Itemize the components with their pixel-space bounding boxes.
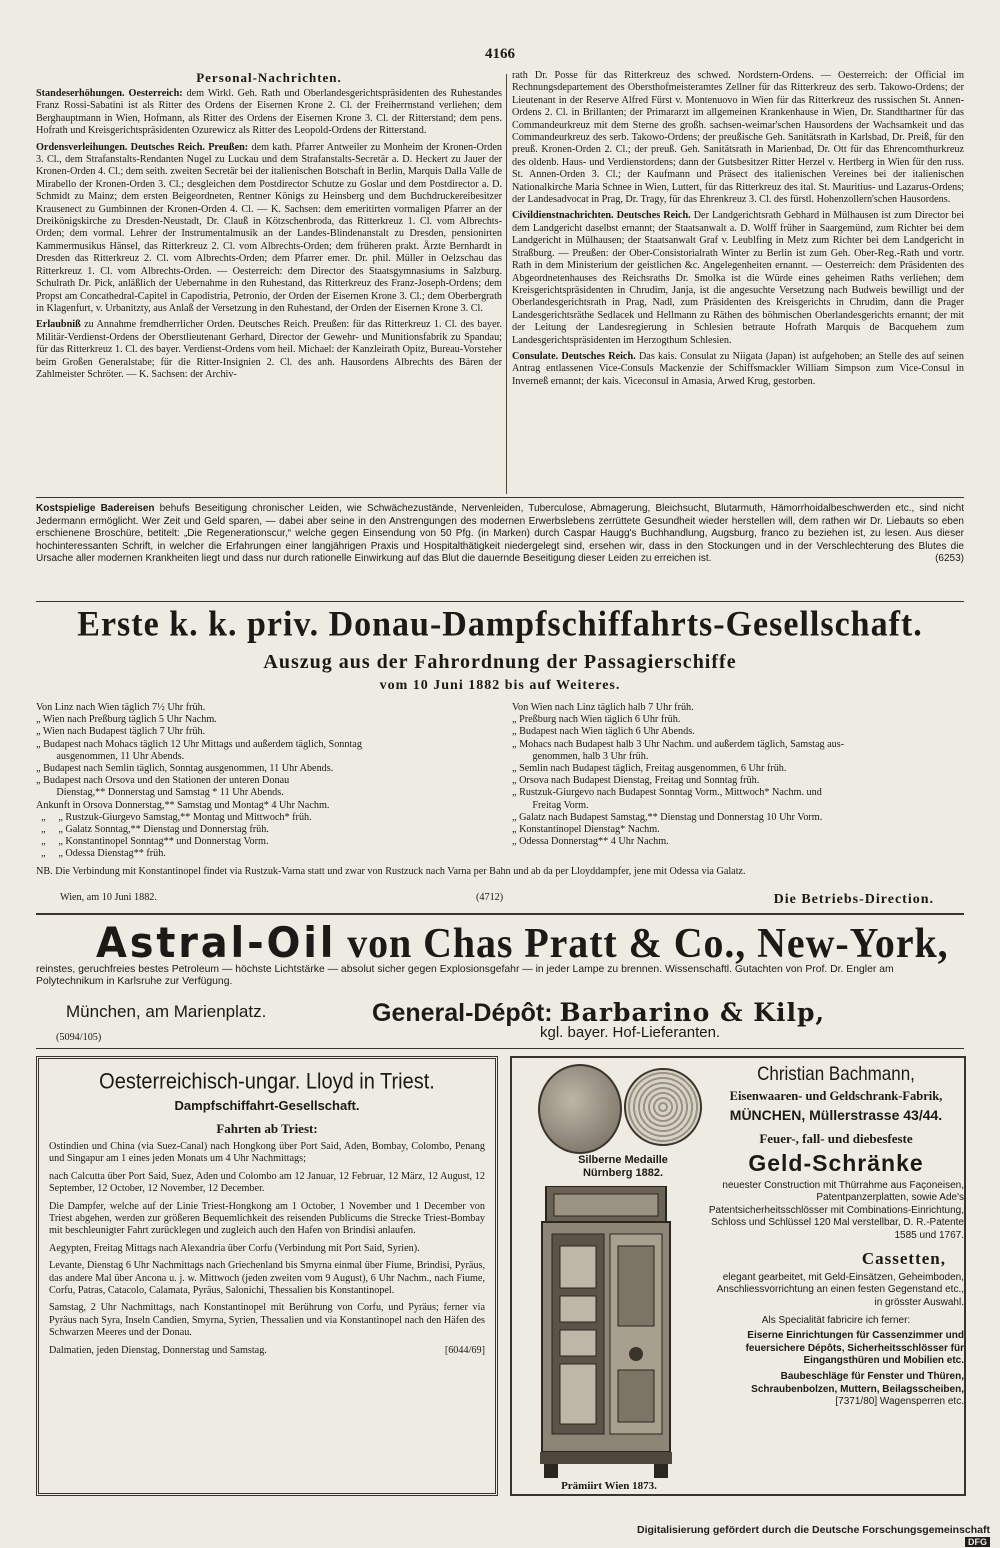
personal-news-left-column — [36, 70, 502, 385]
divider-rule-4 — [36, 1048, 964, 1049]
schedule-line: „ Wien nach Preßburg täglich 5 Uhr Nachm. — [36, 714, 217, 726]
award-caption: Prämiirt Wien 1873. — [561, 1480, 657, 1492]
personal-paragraph-2 — [36, 142, 502, 316]
lloyd-paragraph: Ostindien und China (via Suez-Canal) nach Hongkong über Port Said, Aden, Bombay, Colombo, Penang und Singapur am 1 eines jeden Monats um 4 Uhr Nachmittags; — [49, 1141, 485, 1165]
personal-paragraph-1-text: dem Wirkl. Geh. Rath und Oberlandesgerichtspräsidenten des Ruhestandes Franz Rossi-Sabatini ist als Ritter des Ordens der Eisernen Krone 2. Cl. der Freiherrnstand verliehen; dem Berghauptmann in Wien, Hofmann, als Ritter des Ordens der Eisernen Krone 3. Cl. der Ritterstand; dem pens. Hofrath und Kreisgerichtspräsidenten Ozurewicz als Ritter des Leopold-Ordens der Ritterstand. — [36, 88, 502, 137]
donau-code: (4712) — [476, 892, 504, 903]
bachmann-product: Geld-Schränke — [748, 1150, 924, 1176]
schedule-line: „ Orsova nach Budapest Dienstag, Freitag und Sonntag früh. — [512, 775, 760, 787]
schedule-line: „ Rustzuk-Giurgevo nach Budapest Sonntag Vorm., Mittwoch* Nachm. und — [512, 787, 822, 799]
bachmann-advert — [510, 1056, 966, 1496]
personal-paragraph-3 — [36, 319, 502, 381]
lloyd-dalmatia: Dalmatien, jeden Dienstag, Donnerstag und Samstag. — [49, 1344, 267, 1356]
astral-brand: Astral-Oil — [96, 918, 337, 967]
lloyd-paragraph: nach Calcutta über Port Said, Suez, Aden und Colombo am 12 Januar, 12 Februar, 12 März, 12 August, 12 September, 12 October, 12 November, 12 December. — [49, 1170, 485, 1195]
schedule-line: „ Budapest nach Wien täglich 6 Uhr Abends. — [512, 726, 695, 738]
lloyd-code: [6044/69] — [444, 1344, 485, 1356]
lloyd-paragraph: Aegypten, Freitag Mittags nach Alexandria über Corfu (Verbindung mit Port Said, Syrien). — [49, 1242, 420, 1254]
bath-advert-code: (6253) — [935, 553, 964, 565]
dfg-logo: DFG — [965, 1537, 990, 1547]
page-number: 4166 — [485, 46, 515, 62]
bachmann-speciality-2: Baubeschläge für Fenster und Thüren, Schraubenbolzen, Muttern, Beilagsscheiben, — [751, 1371, 964, 1395]
lloyd-paragraph: Die Dampfer, welche auf der Linie Triest-Hongkong am 1 October, 1 November und 1 December von Triest abgehen, werden zur größeren Bequemlichkeit des reisenden Publicums die Strecke Triest-Bombay mit beschleunigter Fahrt zurücklegen und zugleich auch den Hafen von Brindisi anlaufen. — [49, 1200, 485, 1237]
schedule-line: „ Konstantinopel Dienstag* Nachm. — [512, 824, 660, 836]
lloyd-paragraph — [49, 1345, 485, 1357]
lloyd-section-heading: Fahrten ab Triest: — [216, 1121, 318, 1136]
schedule-line: „ Galatz nach Budapest Samstag,** Dienstag und Donnerstag 10 Uhr Vorm. — [512, 811, 823, 823]
bachmann-feature: Feuer-, fall- und diebesfeste — [759, 1131, 913, 1146]
schedule-line: Dienstag,** Donnerstag und Samstag * 11 Uhr Abends. — [36, 787, 284, 799]
personal-paragraph-1-head: Standeserhöhungen. Oesterreich: — [36, 88, 183, 99]
donau-note: NB. Die Verbindung mit Konstantinopel findet via Rustzuk-Varna statt und zwar von Rustzuck nach Varna per Bahn und ab da per Lloyddampfer, jene mit Odessa via Galatz. — [36, 866, 746, 877]
schedule-line: „ „ Galatz Sonntag,** Dienstag und Donnerstag früh. — [36, 824, 269, 836]
personal-paragraph-1 — [36, 88, 502, 138]
divider-rule-3 — [36, 913, 964, 915]
bachmann-speciality-1: Eiserne Einrichtungen für Cassenzimmer und feuersichere Dépôts, Sicherheitsschlösser für Eingangsthüren und Mobilien etc. — [745, 1330, 964, 1367]
personal-news-heading: Personal-Nachrichten. — [196, 70, 342, 85]
bachmann-text-block — [708, 1064, 964, 1409]
astral-description: reinstes, geruchfreies bestes Petroleum — höchste Lichtstärke — absolut sicher gegen Explosionsgefahr — in jeder Lampe zu brennen. Wissenschaftl. Gutachten von Prof. Dr. Engler am Polytechnikum in Karlsruhe zur Verfügung. — [36, 964, 894, 988]
astral-depot-row — [36, 998, 964, 1050]
astral-maker: von Chas Pratt & Co., New-York, — [347, 921, 949, 967]
schedule-line: „ „ Konstantinopel Sonntag** und Donnerstag Vorm. — [36, 836, 269, 848]
personal-right-paragraph-3 — [512, 351, 964, 388]
schedule-line: „ Wien nach Budapest täglich 7 Uhr früh. — [36, 726, 206, 738]
schedule-line: Von Linz nach Wien täglich 7½ Uhr früh. — [36, 702, 206, 713]
bath-travel-advert — [36, 503, 964, 566]
bachmann-product-description: neuester Construction mit Thürrahme aus Façoneisen, Patentpanzerplatten, sowie Ade's Patentsicherheitsschlösser mit Combinations-Einrichtung, Schloss und Schlüssel 120 Mal verstellbar, D. R.-Patente 1585 und 1767. — [708, 1180, 964, 1241]
donau-title: Erste k. k. priv. Donau-Dampfschiffahrts-Gesellschaft. — [77, 605, 923, 644]
personal-right-paragraph-2 — [512, 210, 964, 346]
donau-date-line: Wien, am 10 Juni 1882. — [60, 892, 157, 903]
personal-right-paragraph-1: rath Dr. Posse für das Ritterkreuz des schwed. Nordstern-Ordens. — Oesterreich: der Official im Rechnungsdepartement des Obersthofmeisteramtes Zellner für das Ritterkreuz des serb. Takowo-Ordens; der Lieutenant in der Reserve Alfred Fürst v. Montenuovo in Wien für das Ritterkreuz des russischen St. Annen-Ordens 2. Cl. in Brillanten; der Primararzt im allgemeinen Krankenhause in Wien, Dr. Standthartner für das Commandeurkreuz mit dem Sterne des großh. sachsen-weimar'schen Hausordens der Wachsamkeit und das Commandeurkreuz des serb. Takowo-Ordens; der preußische Geh. Sanitätsrath in Karlsbad, Dr. Preiß, für den preuß. Kronen-Orden 2. Cl.; der preuß. Geh. Sanitätsrath in Marienbad, Dr. Ott für das Ehrencomthurkreuz des oldenb. Haus- und Verdienstordens; dann der Gutsbesitzer Ritter Herzel v. Hertberg in Wien für den russ. St. Annen-Orden 3. Cl.; der Kaufmann und Präsect des italienischen Vereines bei der italienischen Nationalkirche Maria Schnee in Wien, Luttert, für das Ritterkreuz des ital. St. Mauritius- und Lazarus-Ordens; der Landesadvocat in Prag, Dr. Tragy, für das Ehrenkreuz 3. Cl. des fürstl. Hohenzollern'schen Hausordens. — [512, 70, 964, 206]
safe-illustration-icon — [540, 1186, 672, 1478]
astral-oil-advert — [36, 918, 964, 988]
personal-paragraph-2-text: dem kath. Pfarrer Antweiler zu Monheim der Kronen-Orden 3. Cl., dem Strafanstalts-Rendanten Nugel zu Luckau und dem Strafanstalts-Secretär a. D. Heckert zu Jauer der Kronen-Orden 4. Cl.; dem seith. zweiten Secretär bei der italienischen Botschaft in Berlin, Marquis Dalla Valle de Mirabello der Kronen-Orden 3. Cl.; desgleichen dem Postdirector Schutze zu Goslar und dem Postdirector a. D. Schmidt zu Mainz; dem ersten Beigeordneten, Rentner Königs zu Heinsberg und dem Buchdruckereibesitzer Krausenect zu Gumbinnen der Kronen-Orden 4. Cl. — K. Sachsen: dem emeritirten vormaligen Pfarrer an der Dreikönigskirche zu Dresden-Neustadt, Dr. Clauß in Kötzschenbroda, das Ritterkreuz 1. Cl. vom Albrechts-Orden; dem vormal. Lehrer der Instrumentalmusik an der Landes-Blindenanstalt zu Dresden, pensionirten Kammermusikus Hänsel, das Ritterkreuz 2. Cl. vom Albrechts-Orden; dem früheren prakt. Ärzte Bernhardt in Dresden das Ritterkreuz 2. Cl. vom Albrechts-Orden; dem Pfarrer emer. Dr. phil. Müller in Oelzschau das Ritterkreuz 1. Cl. vom Albrechts-Orden. — Oesterreich: dem Director des Staatsgymnasiums in Salzburg. Schulrath Dr. Pick, anläßlich der Uebernahme in den Ruhestand, das Ritterkreuz des Franz-Joseph-Ordens; dem Propst am Concathedral-Capitel in Capodistria, Petronio, der Orden der Eisernen Krone 3. Cl.; dem Oberbergrath in Klagenfurt, v. Urbanitzty, aus Anlaß der Versetzung in den Ruhestand, der Orden der Eisernen Krone 3. Cl. — [36, 141, 502, 314]
astral-code: (5094/105) — [56, 1032, 102, 1043]
civil-service-head: Civildienstnachrichten. Deutsches Reich. — [512, 210, 691, 222]
consulate-head: Consulate. Deutsches Reich. — [512, 350, 636, 362]
personal-paragraph-2-head: Ordensverleihungen. Deutsches Reich. Preußen: — [36, 141, 249, 153]
schedule-line: „ Budapest nach Mohacs täglich 12 Uhr Mittags und außerdem täglich, Sonntag — [36, 738, 362, 750]
digitization-credit: Digitalisierung gefördert durch die Deutsche Forschungsgemeinschaft — [637, 1524, 990, 1536]
lloyd-paragraph: Samstag, 2 Uhr Nachmittags, nach Konstantinopel mit Berührung von Corfu, und Pyräus; ferner via Pyräus nach Syra, Inseln Candien, Smyrna, Syrien, Thessalien und via Konstantinopel nach den Häfen des Schwarzen Meeres und der Donau. — [49, 1302, 485, 1339]
astral-purveyor: kgl. bayer. Hof-Lieferanten. — [540, 1024, 721, 1041]
column-divider — [506, 74, 507, 494]
schedule-line: „ „ Rustzuk-Giurgevo Samstag,** Montag und Mittwoch* früh. — [36, 811, 312, 823]
digitization-footer — [608, 1524, 990, 1547]
schedule-line: „ Semlin nach Budapest täglich, Freitag ausgenommen, 6 Uhr früh. — [512, 763, 787, 775]
bachmann-cassetten-description: elegant gearbeitet, mit Geld-Einsätzen, Geheimboden, Anschliessvorrichtung an einen festen Gegenstand etc., in grösster Auswahl. — [716, 1272, 964, 1308]
astral-city: München, am Marienplatz. — [66, 1002, 267, 1021]
schedule-line: „ Mohacs nach Budapest halb 3 Uhr Nachm. und außerdem täglich, Samstag aus- — [512, 738, 845, 750]
lloyd-subtitle: Dampfschiffahrt-Gesellschaft. — [174, 1098, 360, 1113]
donau-schedule-left — [36, 702, 496, 861]
bachmann-cassetten: Cassetten, — [861, 1249, 946, 1269]
schedule-line: Ankunft in Orsova Donnerstag,** Samstag und Montag* 4 Uhr Nachm. — [36, 799, 330, 811]
schedule-line: ausgenommen, 11 Uhr Abends. — [36, 750, 185, 762]
personal-paragraph-3-text: zu Annahme fremdherrlicher Orden. Deutsches Reich. Preußen: für das Ritterkreuz 1. Cl. des bayer. Militär-Verdienst-Ordens der Oberstlieutenant Gerhard, Director der Gewehr- und Munitionsfabrik zu Spandau; für das Ritterkreuz 1. Cl. des bayer. Verdienst-Ordens vom heil. Michael: der Kanzleirath Opitz, Bureau-Vorsteher beim Großen Generalstabe; für die Ritter-Insignien 2. Cl. des anh. Hausordens Albrechts des Bären der Zahlmeister Schröter. — K. Sachsen: der Archiv- — [36, 319, 502, 380]
schedule-line: genommen, halb 3 Uhr früh. — [512, 750, 649, 762]
lloyd-paragraph: Levante, Dienstag 6 Uhr Nachmittags nach Griechenland bis Smyrna einmal über Fiume, Brindisi, Pyräus, das andere Mal über Ancona u. j. w. Mittwoch (jeden zweiten vom 9 August), 6 Uhr Nachm., nach Fiume, Corfu, Patras, Catacolo, Calamata, Pyräus, Salonichi, Thessalien bis Konstantinopel. — [49, 1260, 485, 1297]
portrait-medal-icon — [538, 1064, 622, 1154]
bachmann-trade: Eisenwaaren- und Geldschrank-Fabrik, — [729, 1089, 943, 1103]
donau-dates: vom 10 Juni 1882 bis auf Weiteres. — [379, 678, 621, 693]
bachmann-speciality: Als Specialität fabricire ich ferner: — [761, 1315, 911, 1327]
lloyd-title: Oesterreichisch-ungar. Lloyd in Triest. — [99, 1069, 435, 1095]
schedule-line: „ „ Odessa Dienstag** früh. — [36, 848, 166, 860]
astral-headline — [96, 918, 949, 968]
bath-advert-lead: Kostspielige Badereisen — [36, 503, 155, 514]
personal-paragraph-3-head: Erlaubniß — [36, 319, 81, 331]
lloyd-advert — [36, 1056, 498, 1496]
astral-depot-label: General-Dépôt: — [372, 999, 553, 1027]
schedule-line: „ Budapest nach Orsova und den Stationen der unteren Donau — [36, 775, 290, 787]
bachmann-speciality-3: [7371/80] Wagensperren etc. — [835, 1396, 964, 1408]
divider-rule-1 — [36, 497, 964, 498]
personal-news-right-column — [512, 70, 964, 392]
bachmann-name: Christian Bachmann, — [757, 1062, 915, 1085]
medal-caption: Silberne Medaille Nürnberg 1882. — [578, 1154, 668, 1179]
schedule-line: „ Budapest nach Semlin täglich, Sonntag ausgenommen, 11 Uhr Abends. — [36, 763, 334, 775]
bachmann-address: MÜNCHEN, Müllerstrasse 43/44. — [729, 1107, 943, 1123]
schedule-line: „ Odessa Donnerstag** 4 Uhr Nachm. — [512, 836, 669, 848]
astral-depot-name: Barbarino & Kilp, — [559, 998, 826, 1027]
donau-subtitle: Auszug aus der Fahrordnung der Passagierschiffe — [263, 651, 737, 673]
bath-advert-text: behufs Beseitigung chronischer Leiden, wie Schwächezustände, Nervenleiden, Tuberculose, Abmagerung, Bleichsucht, Blutarmuth, Hämorrhoidalbeschwerden etc., sind nicht Jedermann ermöglicht. Wer Zeit und Geld sparen, — dabei aber seine in den Anstrengungen des modernen Erwerbslebens zerrüttete Gesundheit wieder herstellen will, dem rathen wir Dr. Liebauts so eben erschienene Broschüre, betitelt: „Die Regenerationscur,“ welche gegen Einsendung von 50 Pfg. (in Marken) durch Caspar Haugg's Buchhandlung, Augsburg, franco zu beziehen ist, zu lesen. Aus dieser hochinteressanten Schrift, in welcher die Erfahrungen einer langjährigen Praxis und Hospitalthätigkeit niedergelegt sind, ersehen wir, dass in den Stockungen und in der Verschlechterung des Blutes die Ursache aller modernen Krankheiten liegt und dass nur durch rationelle Einwirkung auf das Blut die dauernde Beseitigung dieser Leiden zu erreichen ist. — [36, 503, 964, 565]
schedule-line: „ Preßburg nach Wien täglich 6 Uhr früh. — [512, 714, 681, 726]
schedule-line: Freitag Vorm. — [512, 799, 589, 811]
divider-rule-2 — [36, 601, 964, 602]
donau-footer — [36, 892, 964, 910]
donau-schedule-right — [512, 702, 964, 848]
civil-service-text: Der Landgerichtsrath Gebhard in Mülhausen ist zum Director bei dem Landgericht daselbst ernannt; der Staatsanwalt a. D. Wolff früher in Saargemünd, zum Richter bei dem Landgericht in Mülhausen; der Staatsanwalt Graf v. Leublfing in Metz zum Richter bei dem Landgericht in Straßburg. — Preußen: der Ober-Consistorialrath Winter zu Berlin ist zum Geh. Ober-Reg.-Rath und vortr. Rath in dem Ministerium der geistlichen &c. Angelegenheiten ernannt. — Oesterreich: dem Präsidenten des Abgeordnetenhauses des Reichsraths Dr. Smolka ist die Würde eines geheimen Raths verliehen; dem Kreisgerichtspräsidenten in Chrudim, Janja, ist die angesuchte Versetzung nach Budweis bewilligt und der Oberlandesgerichtsrath in Prag, Nadl, zum Präsidenten des Kreisgerichts in Chrudim, dann die Prager Landesgerichtsräthe Sedlacek und Hellmann zu Räthen des böhmischen Oberlandesgerichts ernannt; der mit der Leitung der Landesregierung in Schlesien betraute Hofrath Marquis de Bacquehem zum Landesgerichtspräsidenten im Herzogthum Schlesien. — [512, 210, 964, 346]
consulate-text: Das kais. Consulat zu Niigata (Japan) ist aufgehoben; an Stelle des auf seinen Antrag entlassenen Vice-Consuls Mackenzie der Schiffsmackler William Simpson zum Vice-Consul in Inverneß ernannt; der kais. Viceconsul in Amasia, Arwed Krug, gestorben. — [512, 350, 965, 387]
schedule-line: Von Wien nach Linz täglich halb 7 Uhr früh. — [512, 702, 694, 713]
donau-signature: Die Betriebs-Direction. — [773, 892, 934, 907]
silver-medal-icon — [624, 1068, 702, 1146]
